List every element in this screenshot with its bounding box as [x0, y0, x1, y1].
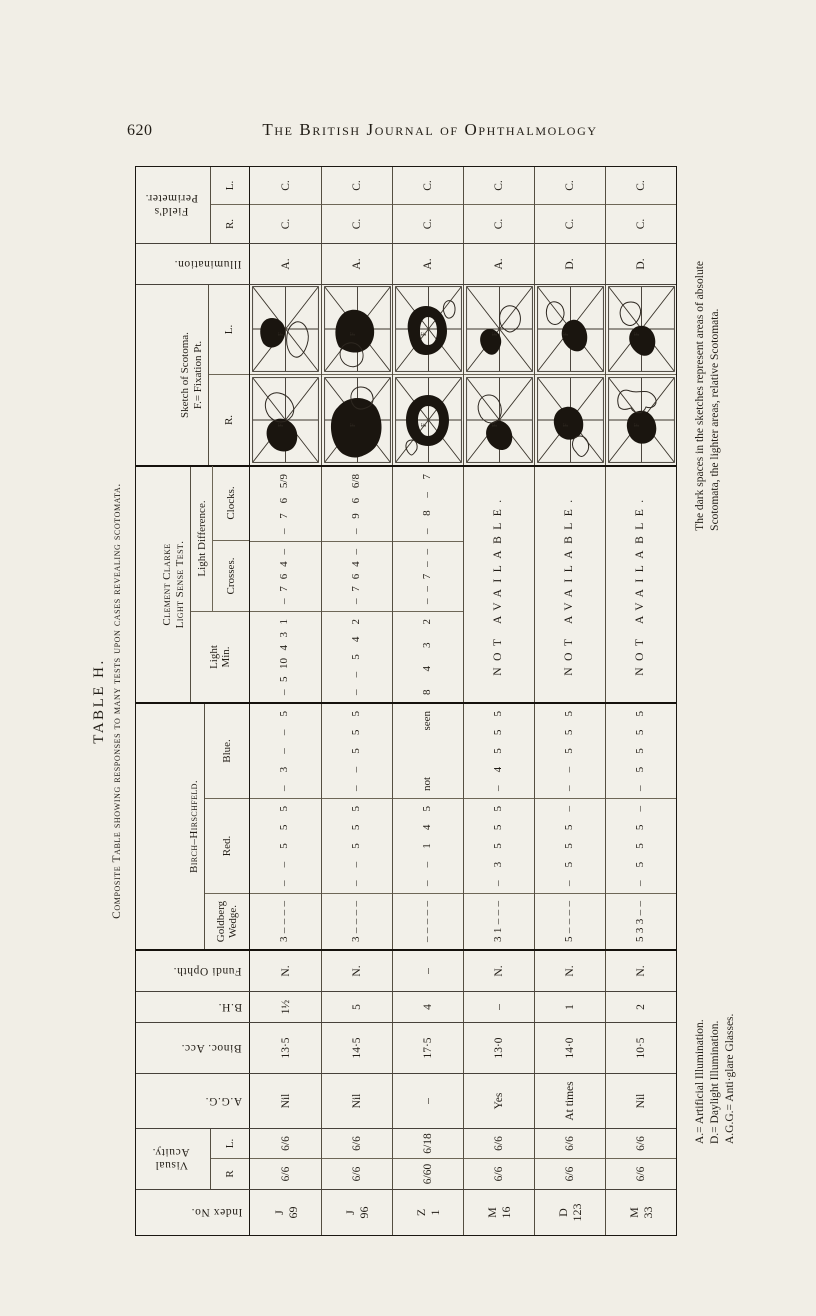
header-goldberg-wedge — [205, 894, 249, 949]
cell-va-l: 6/6 — [464, 1129, 534, 1159]
index-letter: J — [343, 1210, 357, 1215]
header-visual-acuity-label-1: Visual — [154, 1159, 188, 1172]
absolute-scotoma-blob — [626, 411, 655, 444]
cell-va-l: 6/6 — [250, 1129, 321, 1159]
relative-scotoma-outline — [265, 393, 293, 422]
cell-perimeter-l: C. — [606, 167, 676, 205]
cell-perimeter-l: C. — [322, 167, 392, 205]
scotoma-sketch-left — [464, 285, 534, 375]
relative-scotoma-outline — [287, 322, 309, 357]
cell-red: – – 1 4 5 — [393, 799, 463, 894]
header-clement-clarke — [136, 467, 250, 702]
cell-goldberg: 5 – – – – — [563, 901, 575, 942]
cell-illumination: D. — [605, 244, 676, 284]
header-perimeter-left: L. — [211, 167, 249, 205]
cell-bh: – — [463, 992, 534, 1022]
index-letter: J — [271, 1210, 286, 1215]
clement-line2: Light Sense Test. — [174, 540, 186, 629]
header-visual-acuity — [136, 1129, 250, 1189]
cell-fundi: N. — [321, 951, 392, 991]
header-binoc-acc-label: Binoc. Acc. — [181, 1042, 242, 1054]
cell-light-min: – 5 10 4 3 1 — [278, 619, 290, 695]
goldberg-line2: Wedge. — [227, 905, 239, 939]
cell-illumination: A. — [463, 244, 534, 284]
cell-index — [321, 1190, 392, 1235]
fixation-mark: F — [490, 332, 499, 337]
footnote-line: D.= Daylight Illumination. — [709, 1020, 721, 1144]
cell-fundi: N. — [534, 951, 605, 991]
composite-table — [135, 166, 677, 1236]
cell-red: – 5 5 5 – — [606, 799, 676, 894]
fixation-mark: F — [419, 423, 428, 427]
cell-index — [392, 1190, 463, 1235]
light-min-line2: Min. — [220, 646, 232, 668]
perimeter-chart — [608, 377, 675, 463]
header-sketch-of-scotoma — [136, 285, 250, 465]
cell-illumination: D. — [534, 244, 605, 284]
perimeter-chart — [252, 377, 319, 463]
cell-blue: – – 5 5 5 — [322, 704, 392, 799]
table-title: TABLE H. — [91, 658, 107, 744]
footnote-scotomata-note — [693, 261, 738, 531]
cell-perimeter-r: C. — [279, 218, 292, 230]
cell-perimeter-l: C. — [535, 167, 605, 205]
colgroup-visual-acuity — [136, 1129, 676, 1190]
cell-clocks: – 9 6 6/8 — [322, 467, 392, 542]
cell-index — [463, 1190, 534, 1235]
header-perimeter-label-2: Perimeter. — [144, 192, 198, 205]
cell-clocks: – 7 6 5/9 — [250, 467, 321, 542]
cell-blue: – 3 – – 5 — [250, 704, 321, 799]
cell-clement-not-available: NOT AVAILABLE. — [492, 493, 504, 676]
cell-va-l: 6/6 — [322, 1129, 392, 1159]
header-index-no — [136, 1190, 250, 1235]
index-number: 16 — [499, 1206, 513, 1219]
cell-va-r: 6/6 — [279, 1166, 292, 1182]
cell-illumination: A. — [392, 244, 463, 284]
scotoma-sketch-left — [393, 285, 463, 375]
header-red: Red. — [205, 799, 249, 894]
cell-clocks: – 8 – 7 — [393, 467, 463, 542]
index-number: 1 — [428, 1209, 442, 1216]
cell-red: – – 5 5 5 — [322, 799, 392, 894]
perimeter-chart — [537, 377, 604, 463]
header-birch-hirschfeld — [136, 704, 250, 949]
cell-goldberg: – – – – – — [421, 901, 433, 942]
fixation-mark: F — [277, 423, 285, 427]
relative-scotoma-outline — [478, 395, 501, 423]
header-fundi-ophth-label: Fundi Ophth. — [173, 965, 242, 977]
index-letter: D — [556, 1208, 570, 1217]
relative-scotoma-outline — [499, 306, 520, 332]
cell-crosses: – 7 6 4 – — [250, 542, 321, 612]
header-va-right: R — [224, 1170, 236, 1178]
fixation-mark: F — [490, 423, 499, 427]
perimeter-chart — [608, 287, 675, 373]
cell-bh: 1 — [534, 992, 605, 1022]
journal-title: The British Journal of Ophthalmology — [262, 120, 598, 139]
cell-va-r: 6/6 — [493, 1166, 505, 1182]
cell-bh: 4 — [392, 992, 463, 1022]
cell-goldberg: 3 1 – – – — [492, 901, 504, 942]
cell-bh: 5 — [321, 992, 392, 1022]
header-visual-acuity-label-2: Acuity. — [152, 1146, 190, 1159]
cell-agg: – — [392, 1074, 463, 1128]
colgroup-fields-perimeter — [136, 167, 676, 244]
perimeter-chart — [324, 377, 391, 463]
fixation-mark: F — [348, 423, 357, 427]
perimeter-chart — [324, 287, 391, 373]
cell-binoc-acc: 14·5 — [321, 1023, 392, 1073]
index-number: 123 — [570, 1203, 584, 1222]
header-sketch-label — [177, 285, 208, 465]
absolute-scotoma-blob — [486, 421, 512, 450]
cell-blue: – – 5 5 5 — [535, 704, 605, 799]
index-number: 69 — [285, 1206, 300, 1219]
cell-perimeter-l: C. — [393, 167, 463, 205]
cell-index — [534, 1190, 605, 1235]
cell-light-min: 8 4 3 2 — [421, 619, 433, 695]
perimeter-chart — [466, 287, 533, 373]
cell-crosses: – 7 6 4 – — [322, 542, 392, 612]
footnote-illumination-key — [693, 1014, 738, 1144]
header-fundi-ophth — [136, 951, 250, 991]
cell-illumination: A. — [321, 244, 392, 284]
header-perimeter-label-1: Field's — [153, 205, 189, 218]
scotoma-sketch-left — [535, 285, 605, 375]
index-letter: M — [627, 1207, 641, 1218]
header-clocks: Clocks. — [213, 466, 249, 541]
scotoma-sketch-left — [606, 285, 676, 375]
cell-light-min: – – 5 4 2 — [350, 619, 362, 695]
colgroup-agg — [136, 1074, 676, 1129]
cell-va-r: 6/60 — [422, 1163, 434, 1185]
cell-va-r: 6/6 — [351, 1166, 363, 1182]
fixation-mark: F — [632, 423, 641, 427]
sketch-line2: F.= Fixation Pt. — [192, 340, 204, 410]
goldberg-line1: Goldberg — [215, 900, 227, 943]
header-illumination-label: Illumination. — [174, 258, 242, 270]
index-number: 96 — [357, 1206, 371, 1219]
absolute-scotoma-ring — [406, 395, 449, 446]
scotoma-sketch-right — [393, 375, 463, 465]
cell-bh: 1½ — [279, 999, 292, 1015]
perimeter-chart — [395, 287, 462, 373]
header-sketch-right: R. — [223, 414, 235, 426]
header-light-difference-group — [191, 466, 249, 612]
header-index-no-label: Index No. — [190, 1206, 242, 1219]
header-illumination — [136, 244, 250, 284]
perimeter-chart — [466, 377, 533, 463]
fixation-mark: F — [561, 332, 570, 337]
relative-scotoma-outline — [617, 390, 655, 413]
colgroup-birch-hirschfeld — [136, 704, 676, 951]
header-fields-perimeter — [136, 167, 250, 243]
cell-va-l: 6/18 — [393, 1129, 463, 1159]
cell-fundi: – — [392, 951, 463, 991]
cell-perimeter-r: C. — [564, 218, 576, 230]
footnote-line: A.= Artificial Illumination. — [694, 1019, 706, 1144]
cell-index — [605, 1190, 676, 1235]
cell-agg: Nil — [279, 1093, 292, 1109]
cell-va-r: 6/6 — [564, 1166, 576, 1182]
page-number: 620 — [127, 122, 153, 139]
footnote-line: The dark spaces in the sketches represent areas of absolute — [694, 261, 706, 531]
cell-fundi: N. — [279, 965, 292, 977]
fixation-mark: F — [632, 332, 641, 337]
scotoma-sketch-right — [535, 375, 605, 465]
cell-perimeter-l: C. — [250, 167, 321, 205]
index-number: 33 — [641, 1206, 655, 1219]
cell-blue: – 5 5 5 5 — [606, 704, 676, 799]
cell-blue: not seen — [393, 704, 463, 799]
cell-index — [250, 1190, 321, 1235]
table-footnotes — [677, 166, 738, 1236]
cell-va-l: 6/6 — [535, 1129, 605, 1159]
header-sketch-left: L. — [209, 285, 249, 375]
cell-perimeter-r: C. — [493, 218, 505, 230]
index-letter: M — [485, 1207, 499, 1218]
cell-illumination: A. — [279, 258, 292, 270]
cell-clement-not-available: NOT AVAILABLE. — [634, 493, 646, 676]
header-agg-label: A.G.G. — [204, 1095, 242, 1107]
cell-goldberg: 3 – – – – — [278, 901, 290, 942]
footnote-line: Scotomata, the lighter areas, relative Scotomata. — [709, 308, 721, 531]
header-blue: Blue. — [205, 704, 249, 799]
cell-binoc-acc: 13·5 — [279, 1037, 292, 1059]
header-light-difference: Light Difference. — [191, 466, 213, 611]
cell-agg: Nil — [605, 1074, 676, 1128]
header-light-min — [191, 612, 249, 702]
fixation-mark: F — [561, 423, 570, 427]
table-title-block — [88, 166, 135, 1236]
colgroup-binoc-acc — [136, 1023, 676, 1074]
absolute-scotoma-blob — [330, 398, 381, 458]
cell-binoc-acc: 10·5 — [605, 1023, 676, 1073]
cell-bh: 2 — [605, 992, 676, 1022]
cell-perimeter-r: C. — [422, 218, 434, 230]
cell-va-r: 6/6 — [635, 1166, 647, 1182]
header-birch-hirschfeld-label: Birch–Hirschfeld. — [188, 780, 200, 874]
cell-red: – 3 5 5 5 — [464, 799, 534, 894]
cell-agg: At times — [534, 1074, 605, 1128]
perimeter-chart — [252, 287, 319, 373]
header-bh — [136, 992, 250, 1022]
colgroup-illumination — [136, 244, 676, 285]
cell-binoc-acc: 14·0 — [534, 1023, 605, 1073]
cell-clement-not-available: NOT AVAILABLE. — [563, 493, 575, 676]
cell-goldberg: 3 – – – – — [350, 901, 362, 942]
header-clement-clarke-label — [159, 467, 190, 702]
relative-scotoma-outline — [572, 436, 588, 457]
relative-scotoma-outline — [443, 301, 455, 318]
header-agg — [136, 1074, 250, 1128]
cell-perimeter-r: C. — [635, 218, 647, 230]
cell-goldberg: 5 3 3 – – — [634, 901, 646, 942]
perimeter-chart — [395, 377, 462, 463]
rotated-table-block — [88, 166, 750, 1236]
cell-binoc-acc: 13·0 — [463, 1023, 534, 1073]
cell-red: – – 5 5 5 — [250, 799, 321, 894]
scotoma-sketch-left — [250, 285, 321, 375]
fixation-mark: F — [419, 332, 428, 337]
scotoma-sketch-right — [464, 375, 534, 465]
footnote-line: A.G.G.= Anti·glare Glasses. — [724, 1013, 736, 1144]
table-caption: Composite Table showing responses to many tests upon cases revealing scotomata. — [111, 483, 123, 919]
perimeter-chart — [537, 287, 604, 373]
index-letter: Z — [414, 1208, 428, 1217]
clement-line1: Clement Clarke — [161, 543, 173, 626]
cell-agg: Nil — [321, 1074, 392, 1128]
colgroup-sketch-of-scotoma — [136, 285, 676, 465]
relative-scotoma-outline — [546, 302, 564, 325]
cell-va-l: 6/6 — [606, 1129, 676, 1159]
colgroup-bh — [136, 992, 676, 1023]
colgroup-clement-clarke — [136, 465, 676, 704]
light-min-line1: Light — [208, 645, 220, 669]
fixation-mark: F — [348, 332, 357, 337]
cell-fundi: N. — [605, 951, 676, 991]
sketch-line1: Sketch of Scotoma. — [179, 332, 191, 418]
scotoma-sketch-left — [322, 285, 392, 375]
cell-perimeter-r: C. — [351, 218, 363, 230]
scotoma-sketch-right — [322, 375, 392, 465]
absolute-scotoma-blob — [629, 326, 655, 356]
cell-crosses: – – 7 – – — [393, 542, 463, 612]
cell-perimeter-l: C. — [464, 167, 534, 205]
fixation-mark: F — [277, 332, 285, 337]
header-binoc-acc — [136, 1023, 250, 1073]
colgroup-index-no — [136, 1190, 676, 1235]
scotoma-sketch-right — [250, 375, 321, 465]
cell-fundi: N. — [463, 951, 534, 991]
scotoma-sketch-right — [606, 375, 676, 465]
cell-binoc-acc: 17·5 — [392, 1023, 463, 1073]
cell-red: – 5 5 5 – — [535, 799, 605, 894]
header-bh-label: B.H. — [217, 1001, 242, 1013]
header-va-left: L. — [211, 1129, 249, 1159]
cell-blue: – 4 5 5 5 — [464, 704, 534, 799]
colgroup-fundi-ophth — [136, 951, 676, 992]
header-crosses: Crosses. — [225, 557, 237, 595]
cell-agg: Yes — [463, 1074, 534, 1128]
header-perimeter-right: R. — [224, 218, 236, 230]
